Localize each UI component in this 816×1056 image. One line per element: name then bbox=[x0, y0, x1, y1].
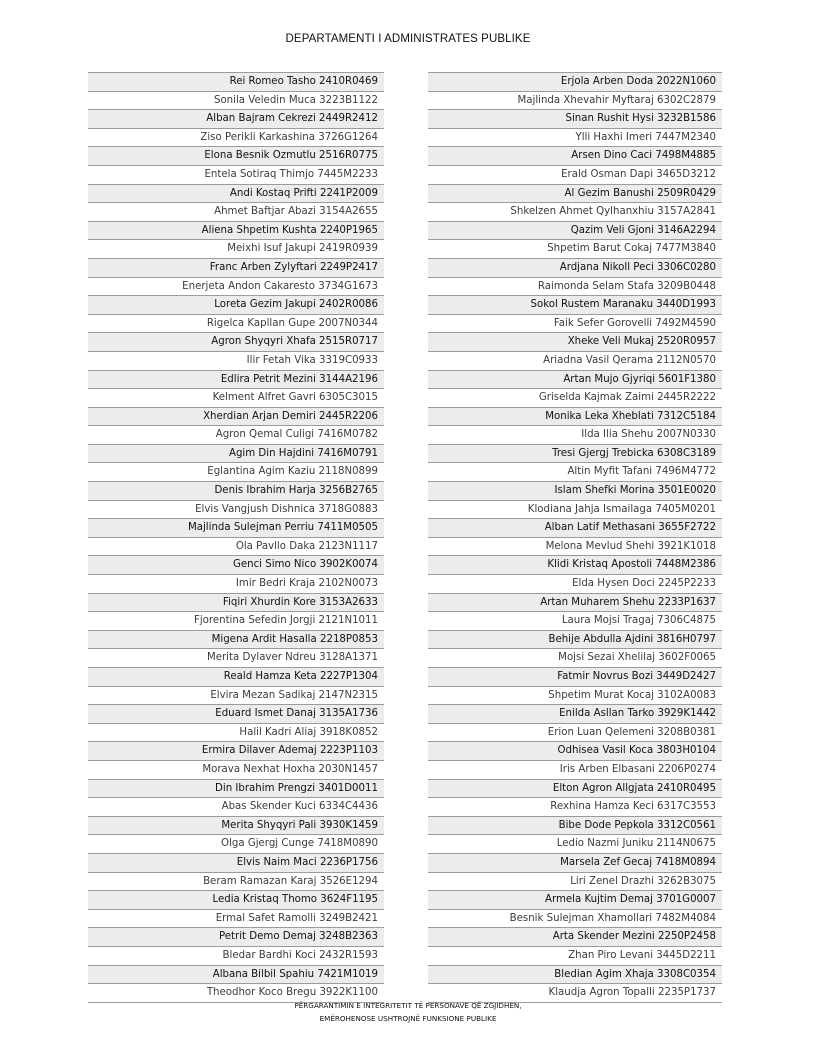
list-item: Sonila Veledin Muca 3223B1122 bbox=[88, 92, 384, 111]
list-item: Bledian Agim Xhaja 3308C0354 bbox=[428, 966, 722, 985]
list-item: Kelment Alfret Gavri 6305C3015 bbox=[88, 389, 384, 408]
list-item: Monika Leka Xheblati 7312C5184 bbox=[428, 408, 722, 427]
list-item: Altin Myfit Tafani 7496M4772 bbox=[428, 463, 722, 482]
list-item: Erjola Arben Doda 2022N1060 bbox=[428, 72, 722, 92]
list-item: Theodhor Koco Bregu 3922K1100 bbox=[88, 984, 384, 1003]
list-item: Ziso Perikli Karkashina 3726G1264 bbox=[88, 129, 384, 148]
list-item: Albana Bilbil Spahiu 7421M1019 bbox=[88, 966, 384, 985]
list-item: Enerjeta Andon Cakaresto 3734G1673 bbox=[88, 278, 384, 297]
list-item: Al Gezim Banushi 2509R0429 bbox=[428, 185, 722, 204]
list-item: Ledio Nazmi Juniku 2114N0675 bbox=[428, 835, 722, 854]
list-item: Arta Skender Mezini 2250P2458 bbox=[428, 928, 722, 947]
list-item: Artan Mujo Gjyriqi 5601F1380 bbox=[428, 371, 722, 390]
footer bbox=[0, 999, 816, 1025]
list-item: Qazim Veli Gjoni 3146A2294 bbox=[428, 222, 722, 241]
list-item: Din Ibrahim Prengzi 3401D0011 bbox=[88, 780, 384, 799]
list-item: Abas Skender Kuci 6334C4436 bbox=[88, 798, 384, 817]
list-item: Rexhina Hamza Keci 6317C3553 bbox=[428, 798, 722, 817]
list-item: Arsen Dino Caci 7498M4885 bbox=[428, 147, 722, 166]
list-item: Artan Muharem Shehu 2233P1637 bbox=[428, 594, 722, 613]
list-item: Elton Agron Allgjata 2410R0495 bbox=[428, 780, 722, 799]
list-item: Majlinda Sulejman Perriu 7411M0505 bbox=[88, 519, 384, 538]
list-item: Melona Mevlud Shehi 3921K1018 bbox=[428, 538, 722, 557]
list-item: Odhisea Vasil Koca 3803H0104 bbox=[428, 742, 722, 761]
list-item: Andi Kostaq Prifti 2241P2009 bbox=[88, 185, 384, 204]
list-item: Sokol Rustem Maranaku 3440D1993 bbox=[428, 296, 722, 315]
list-item: Merita Shyqyri Pali 3930K1459 bbox=[88, 817, 384, 836]
list-item: Zhan Piro Levani 3445D2211 bbox=[428, 947, 722, 966]
list-item: Elvis Naim Maci 2236P1756 bbox=[88, 854, 384, 873]
list-item: Imir Bedri Kraja 2102N0073 bbox=[88, 575, 384, 594]
footer-line-1: PËRGARANTIMIN E INTEGRITETIT TË PERSONAVE QË ZGJIDHEN, bbox=[294, 1001, 522, 1010]
list-item: Elvis Vangjush Dishnica 3718G0883 bbox=[88, 501, 384, 520]
list-item: Rei Romeo Tasho 2410R0469 bbox=[88, 72, 384, 92]
list-item: Aliena Shpetim Kushta 2240P1965 bbox=[88, 222, 384, 241]
list-item: Elona Besnik Ozmutlu 2516R0775 bbox=[88, 147, 384, 166]
list-item: Fjorentina Sefedin Jorgji 2121N1011 bbox=[88, 612, 384, 631]
list-item: Ermira Dilaver Ademaj 2223P1103 bbox=[88, 742, 384, 761]
list-item: Majlinda Xhevahir Myftaraj 6302C2879 bbox=[428, 92, 722, 111]
list-item: Petrit Demo Demaj 3248B2363 bbox=[88, 928, 384, 947]
list-item: Ledia Kristaq Thomo 3624F1195 bbox=[88, 891, 384, 910]
list-item: Ilir Fetah Vika 3319C0933 bbox=[88, 352, 384, 371]
list-item: Entela Sotiraq Thimjo 7445M2233 bbox=[88, 166, 384, 185]
list-item: Eduard Ismet Danaj 3135A1736 bbox=[88, 705, 384, 724]
list-item: Agim Din Hajdini 7416M0791 bbox=[88, 445, 384, 464]
list-item: Franc Arben Zylyftari 2249P2417 bbox=[88, 259, 384, 278]
list-item: Morava Nexhat Hoxha 2030N1457 bbox=[88, 761, 384, 780]
list-item: Liri Zenel Drazhi 3262B3075 bbox=[428, 873, 722, 892]
list-item: Edlira Petrit Mezini 3144A2196 bbox=[88, 371, 384, 390]
list-item: Fatmir Novrus Bozi 3449D2427 bbox=[428, 668, 722, 687]
list-item: Denis Ibrahim Harja 3256B2765 bbox=[88, 482, 384, 501]
list-item: Enilda Asllan Tarko 3929K1442 bbox=[428, 705, 722, 724]
list-item: Eglantina Agim Kaziu 2118N0899 bbox=[88, 463, 384, 482]
list-item: Faik Sefer Gorovelli 7492M4590 bbox=[428, 315, 722, 334]
list-item: Marsela Zef Gecaj 7418M0894 bbox=[428, 854, 722, 873]
list-item: Xheke Veli Mukaj 2520R0957 bbox=[428, 333, 722, 352]
list-item: Alban Latif Methasani 3655F2722 bbox=[428, 519, 722, 538]
list-item: Ardjana Nikoll Peci 3306C0280 bbox=[428, 259, 722, 278]
list-item: Xherdian Arjan Demiri 2445R2206 bbox=[88, 408, 384, 427]
list-item: Loreta Gezim Jakupi 2402R0086 bbox=[88, 296, 384, 315]
page-title: DEPARTAMENTI I ADMINISTRATES PUBLIKE bbox=[285, 33, 531, 45]
list-item: Reald Hamza Keta 2227P1304 bbox=[88, 668, 384, 687]
list-item: Migena Ardit Hasalla 2218P0853 bbox=[88, 631, 384, 650]
list-item: Rigelca Kapllan Gupe 2007N0344 bbox=[88, 315, 384, 334]
footer-line-2: EMËROHENOSE USHTROJNË FUNKSIONE PUBLIKE bbox=[319, 1014, 497, 1023]
list-item: Bibe Dode Pepkola 3312C0561 bbox=[428, 817, 722, 836]
list-item: Alban Bajram Cekrezi 2449R2412 bbox=[88, 110, 384, 129]
list-item: Erald Osman Dapi 3465D3212 bbox=[428, 166, 722, 185]
list-item: Klidi Kristaq Apostoli 7448M2386 bbox=[428, 556, 722, 575]
list-item: Armela Kujtim Demaj 3701G0007 bbox=[428, 891, 722, 910]
list-item: Iris Arben Elbasani 2206P0274 bbox=[428, 761, 722, 780]
list-item: Genci Simo Nico 3902K0074 bbox=[88, 556, 384, 575]
list-item: Tresi Gjergj Trebicka 6308C3189 bbox=[428, 445, 722, 464]
list-item: Sinan Rushit Hysi 3232B1586 bbox=[428, 110, 722, 129]
list-item: Merita Dylaver Ndreu 3128A1371 bbox=[88, 649, 384, 668]
left-name-column bbox=[88, 72, 384, 1003]
list-item: Bledar Bardhi Koci 2432R1593 bbox=[88, 947, 384, 966]
list-item: Islam Shefki Morina 3501E0020 bbox=[428, 482, 722, 501]
list-item: Behije Abdulla Ajdini 3816H0797 bbox=[428, 631, 722, 650]
list-item: Beram Ramazan Karaj 3526E1294 bbox=[88, 873, 384, 892]
list-item: Besnik Sulejman Xhamollari 7482M4084 bbox=[428, 910, 722, 929]
list-item: Ariadna Vasil Qerama 2112N0570 bbox=[428, 352, 722, 371]
list-item: Agron Shyqyri Xhafa 2515R0717 bbox=[88, 333, 384, 352]
list-item: Shpetim Barut Cokaj 7477M3840 bbox=[428, 240, 722, 259]
list-item: Ermal Safet Ramolli 3249B2421 bbox=[88, 910, 384, 929]
list-item: Klaudja Agron Topalli 2235P1737 bbox=[428, 984, 722, 1003]
list-item: Fiqiri Xhurdin Kore 3153A2633 bbox=[88, 594, 384, 613]
list-item: Elvira Mezan Sadikaj 2147N2315 bbox=[88, 687, 384, 706]
list-item: Ahmet Baftjar Abazi 3154A2655 bbox=[88, 203, 384, 222]
list-item: Griselda Kajmak Zaimi 2445R2222 bbox=[428, 389, 722, 408]
list-item: Raimonda Selam Stafa 3209B0448 bbox=[428, 278, 722, 297]
list-item: Shpetim Murat Kocaj 3102A0083 bbox=[428, 687, 722, 706]
list-item: Mojsi Sezai Xhelilaj 3602F0065 bbox=[428, 649, 722, 668]
list-item: Agron Qemal Culigi 7416M0782 bbox=[88, 426, 384, 445]
list-item: Olga Gjergj Cunge 7418M0890 bbox=[88, 835, 384, 854]
list-item: Meixhi Isuf Jakupi 2419R0939 bbox=[88, 240, 384, 259]
list-item: Halil Kadri Aliaj 3918K0852 bbox=[88, 724, 384, 743]
list-item: Ola Pavllo Daka 2123N1117 bbox=[88, 538, 384, 557]
right-name-column bbox=[428, 72, 722, 1003]
list-item: Ylli Haxhi Imeri 7447M2340 bbox=[428, 129, 722, 148]
list-item: Erion Luan Qelemeni 3208B0381 bbox=[428, 724, 722, 743]
list-item: Laura Mojsi Tragaj 7306C4875 bbox=[428, 612, 722, 631]
list-item: Elda Hysen Doci 2245P2233 bbox=[428, 575, 722, 594]
list-item: Ilda Ilia Shehu 2007N0330 bbox=[428, 426, 722, 445]
list-item: Shkelzen Ahmet Qylhanxhiu 3157A2841 bbox=[428, 203, 722, 222]
list-item: Klodiana Jahja Ismailaga 7405M0201 bbox=[428, 501, 722, 520]
